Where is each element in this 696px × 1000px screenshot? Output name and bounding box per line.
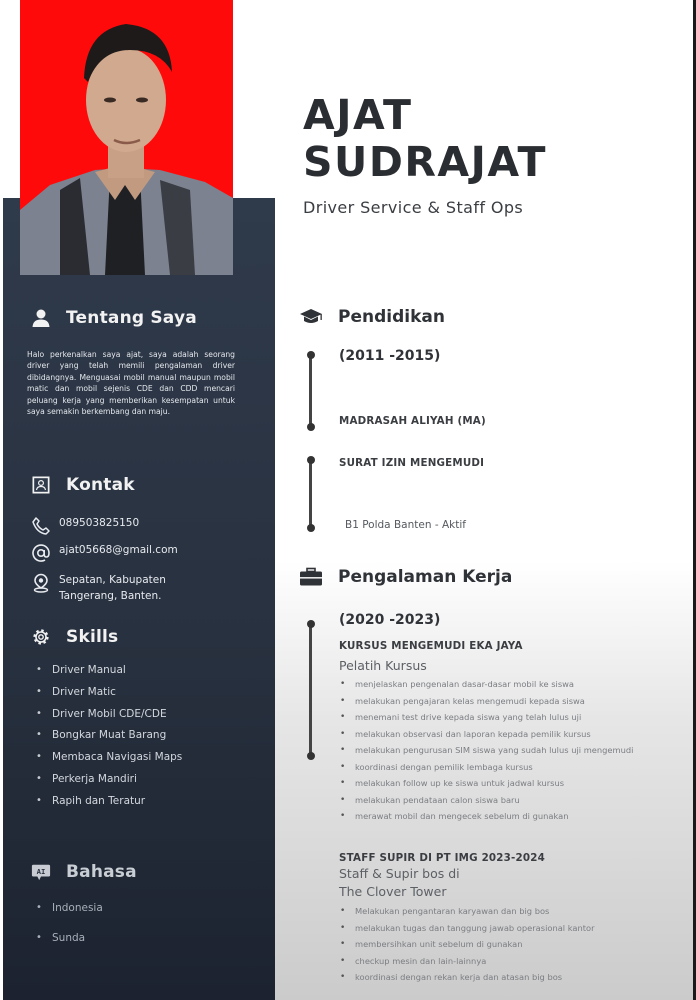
- user-icon: [30, 307, 52, 329]
- timeline-dot: [307, 524, 315, 532]
- skill-item: • Perkerja Mandiri: [36, 772, 182, 794]
- timeline-line: [309, 624, 312, 756]
- skills-title: Skills: [66, 627, 119, 647]
- translate-icon: [30, 861, 52, 883]
- duty-item: • melakukan follow up ke siswa untuk jadwal kursus: [340, 775, 660, 792]
- duty-item: • koordinasi dengan rekan kerja dan atasan big bos: [340, 969, 660, 986]
- profile-photo: [20, 0, 233, 275]
- name-first: AJAT: [303, 91, 413, 139]
- timeline-line: [309, 460, 312, 528]
- education-section-header: [298, 306, 445, 328]
- language-item: • Sunda: [36, 931, 103, 961]
- duty-item: • melakukan tugas dan tanggung jawab operasional kantor: [340, 920, 660, 937]
- skills-list: [36, 663, 182, 816]
- job-company: KURSUS MENGEMUDI EKA JAYA: [339, 640, 523, 652]
- duty-item: • merawat mobil dan mengecek sebelum di gunakan: [340, 808, 660, 825]
- languages-title: Bahasa: [66, 862, 137, 882]
- license-title: SURAT IZIN MENGEMUDI: [339, 457, 485, 469]
- duty-item: • melakukan observasi dan laporan kepada pemilik kursus: [340, 726, 660, 743]
- duty-item: • menjelaskan pengenalan dasar-dasar mobil ke siswa: [340, 676, 660, 693]
- duty-item: • koordinasi dengan pemilik lembaga kursus: [340, 759, 660, 776]
- gear-icon: [30, 626, 52, 648]
- job-role: Driver Service & Staff Ops: [303, 198, 524, 217]
- contact-title: Kontak: [66, 475, 135, 495]
- duty-item: • menemani test drive kepada siswa yang telah lulus uji: [340, 709, 660, 726]
- duty-item: • checkup mesin dan lain-lainnya: [340, 953, 660, 970]
- languages-list: [36, 901, 103, 961]
- about-title: Tentang Saya: [66, 308, 197, 328]
- timeline-line: [309, 355, 312, 427]
- language-item: • Indonesia: [36, 901, 103, 931]
- phone-icon: [30, 515, 52, 537]
- education-period: (2011 -2015): [339, 348, 441, 364]
- at-sign-icon: [30, 542, 52, 564]
- graduation-cap-icon: [298, 306, 324, 328]
- person-portrait-icon: [20, 0, 233, 275]
- contact-email: [30, 542, 178, 564]
- svg-text:AI: AI: [36, 866, 46, 876]
- duty-item: • Melakukan pengantaran karyawan dan big bos: [340, 903, 660, 920]
- job-duties-list: [340, 903, 660, 986]
- contact-section-header: [30, 473, 240, 497]
- contact-address: [30, 572, 166, 604]
- timeline-dot: [307, 351, 315, 359]
- phone-number[interactable]: 089503825150: [59, 517, 140, 529]
- license-detail: B1 Polda Banten - Aktif: [345, 519, 466, 531]
- experience-title: Pengalaman Kerja: [338, 567, 513, 587]
- skills-section-header: [30, 625, 240, 649]
- contact-card-icon: [30, 474, 52, 496]
- timeline-dot: [307, 456, 315, 464]
- about-text: Halo perkenalkan saya ajat, saya adalah seorang driver yang telah memili pengalaman driver dibidangnya. Menguasai mobil manual maupun mobil matic dan mobil sejenis CDE dan CDD mencari peluang kerja yang memberikan kesempatan untuk saya semakin berkembang dan maju.: [27, 350, 235, 417]
- contact-phone: [30, 515, 139, 537]
- job-period: (2020 -2023): [339, 612, 441, 628]
- job-duties-list: [340, 676, 660, 825]
- name-last: SUDRAJAT: [303, 138, 547, 186]
- duty-item: • melakukan pengurusan SIM siswa yang sudah lulus uji mengemudi: [340, 742, 660, 759]
- address-line-2: Tangerang, Banten.: [59, 590, 162, 602]
- job-position: [339, 865, 460, 901]
- timeline-dot: [307, 423, 315, 431]
- email-address[interactable]: ajat05668@gmail.com: [59, 544, 178, 556]
- education-title: Pendidikan: [338, 307, 445, 327]
- duty-item: • membersihkan unit sebelum di gunakan: [340, 936, 660, 953]
- address-line-1: Sepatan, Kabupaten: [59, 574, 166, 586]
- skill-item: • Driver Matic: [36, 685, 182, 707]
- job-company: STAFF SUPIR DI PT IMG 2023-2024: [339, 852, 545, 864]
- location-pin-icon: [30, 572, 52, 594]
- timeline-dot: [307, 752, 315, 760]
- languages-section-header: [30, 860, 240, 884]
- timeline-dot: [307, 620, 315, 628]
- skill-item: • Driver Manual: [36, 663, 182, 685]
- school-name: MADRASAH ALIYAH (MA): [339, 415, 486, 427]
- about-section-header: [30, 306, 240, 330]
- skill-item: • Membaca Navigasi Maps: [36, 750, 182, 772]
- full-name: [303, 92, 547, 186]
- experience-section-header: [298, 566, 512, 588]
- duty-item: • melakukan pendataan calon siswa baru: [340, 792, 660, 809]
- job-position: Pelatih Kursus: [339, 658, 427, 673]
- duty-item: • melakukan pengajaran kelas mengemudi kepada siswa: [340, 693, 660, 710]
- job-position-line-1: Staff & Supir bos di: [339, 866, 460, 881]
- briefcase-icon: [298, 566, 324, 588]
- skill-item: • Driver Mobil CDE/CDE: [36, 707, 182, 729]
- skill-item: • Bongkar Muat Barang: [36, 728, 182, 750]
- skill-item: • Rapih dan Teratur: [36, 794, 182, 816]
- job-position-line-2: The Clover Tower: [339, 884, 447, 899]
